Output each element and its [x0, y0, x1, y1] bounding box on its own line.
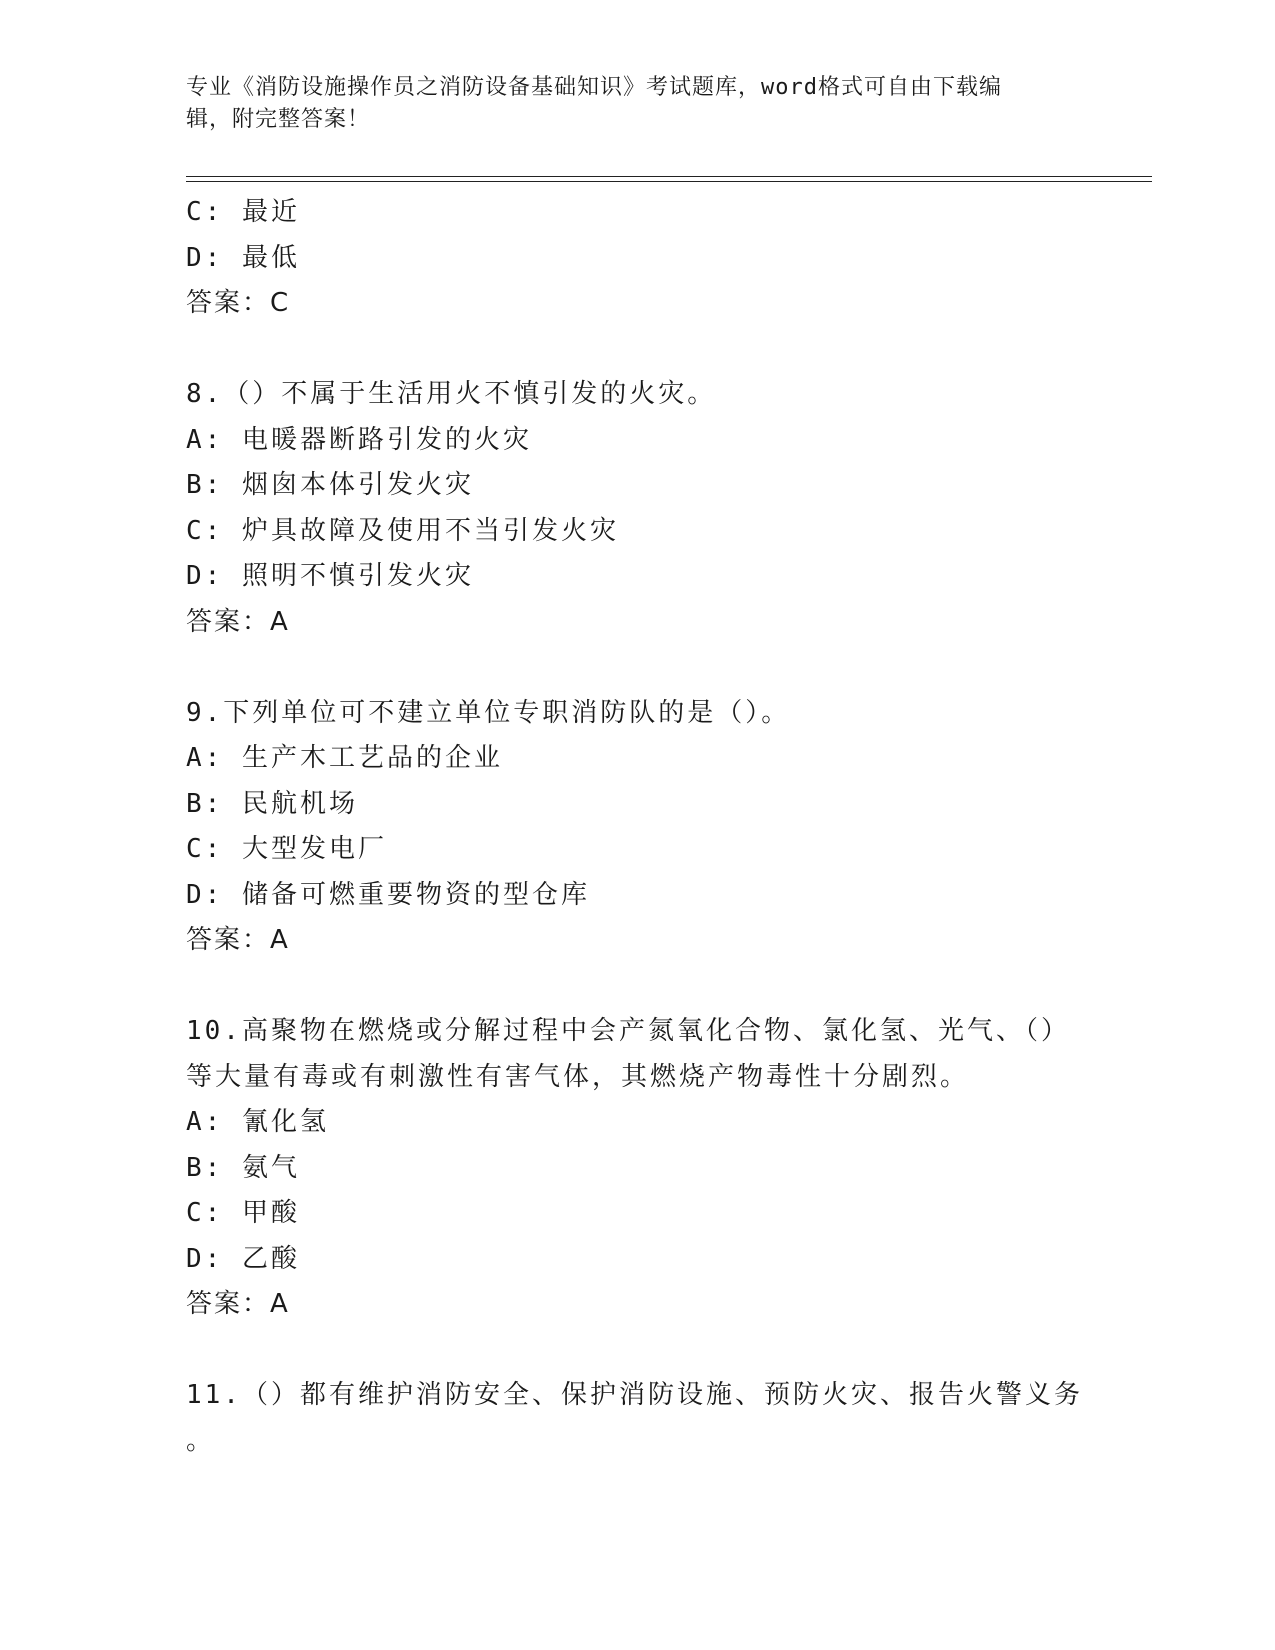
answer-value: A — [270, 1289, 289, 1319]
spacer — [186, 1328, 1086, 1374]
option-d: D: 最低 — [186, 242, 300, 273]
question-block — [186, 691, 1086, 964]
spacer — [186, 327, 1086, 373]
option-d: D: 照明不慎引发火灾 — [186, 561, 474, 591]
option-c: C: 甲酸 — [186, 1198, 300, 1228]
carryover-block — [186, 190, 1086, 327]
option-c: C: 炉具故障及使用不当引发火灾 — [186, 515, 619, 546]
question-block — [186, 372, 1086, 645]
option-a: A: 生产木工艺品的企业 — [186, 743, 503, 773]
answer-value: A — [270, 606, 289, 637]
answer-line — [186, 1282, 1086, 1328]
option-a: A: 氰化氢 — [186, 1107, 329, 1137]
header-rule-top — [186, 176, 1152, 177]
document-header — [186, 72, 1066, 136]
option-a: A: 电暖器断路引发的火灾 — [186, 424, 532, 455]
question-content — [186, 190, 1086, 1464]
question-stem-line-1: 10.高聚物在燃烧或分解过程中会产氮氧化合物、氯化氢、光气、（） — [186, 1016, 1070, 1046]
question-stem: 9.下列单位可不建立单位专职消防队的是（）。 — [186, 697, 791, 728]
question-stem-line-2: 等大量有毒或有刺激性有害气体，其燃烧产物毒性十分剧烈。 — [186, 1061, 970, 1092]
answer-value: A — [270, 925, 289, 955]
question-block — [186, 1373, 1086, 1464]
spacer — [186, 645, 1086, 691]
option-c: C: 最近 — [186, 197, 300, 227]
option-b: B: 烟囱本体引发火灾 — [186, 470, 474, 500]
question-stem: 8.（）不属于生活用火不慎引发的火灾。 — [186, 379, 717, 409]
answer-value: C — [270, 288, 290, 318]
answer-label: 答案： — [186, 288, 271, 318]
option-d: D: 乙酸 — [186, 1243, 300, 1274]
question-block — [186, 1009, 1086, 1328]
question-stem-line-2: 。 — [186, 1425, 216, 1456]
option-b: B: 氨气 — [186, 1152, 300, 1183]
spacer — [186, 964, 1086, 1010]
answer-label: 答案： — [186, 606, 271, 637]
answer-line — [186, 281, 1086, 327]
answer-label: 答案： — [186, 1289, 271, 1319]
option-b: B: 民航机场 — [186, 788, 358, 819]
answer-line — [186, 600, 1086, 646]
header-line-1: 专业《消防设施操作员之消防设备基础知识》考试题库，word格式可自由下载编 — [186, 75, 1002, 100]
option-d: D: 储备可燃重要物资的型仓库 — [186, 879, 590, 910]
question-stem-line-1: 11.（）都有维护消防安全、保护消防设施、预防火灾、报告火警义务 — [186, 1380, 1083, 1410]
header-line-2: 辑，附完整答案！ — [186, 107, 371, 132]
option-c: C: 大型发电厂 — [186, 834, 387, 864]
header-rule-bottom — [186, 181, 1152, 182]
answer-label: 答案： — [186, 925, 271, 955]
answer-line — [186, 918, 1086, 964]
